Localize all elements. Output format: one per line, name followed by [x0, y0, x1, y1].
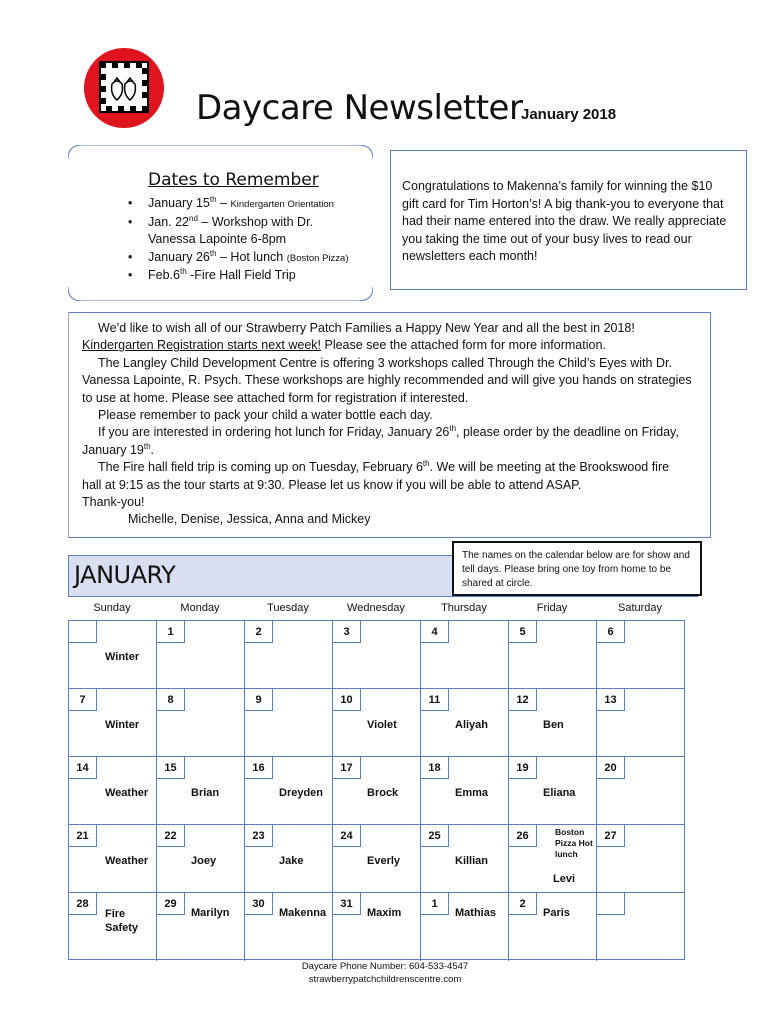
- show-and-tell-name: Fire Safety: [105, 908, 139, 934]
- show-and-tell-name: Makenna: [279, 907, 327, 919]
- show-and-tell-name: Ben: [543, 719, 564, 731]
- congrats-text: Congratulations to Makenna’s family for winning the $10 gift card for Tim Horton’s! A big thank-you to everyone that had their name entered into the draw. We really appreciate you taking the time out of your busy lives to read our newsletters each month!: [402, 179, 727, 263]
- show-and-tell-name: Violet: [367, 719, 397, 731]
- day-number: 2: [509, 893, 537, 915]
- show-and-tell-name: Aliyah: [455, 719, 489, 731]
- day-number: 27: [597, 825, 625, 847]
- calendar-day-cell: [509, 825, 597, 893]
- day-number: 18: [421, 757, 449, 779]
- list-item: • Jan. 22nd – Workshop with Dr. Vanessa Lapointe 6-8pm: [122, 214, 348, 249]
- show-and-tell-name: Jake: [279, 855, 304, 867]
- day-number: [597, 893, 625, 915]
- show-and-tell-name: Marilyn: [191, 907, 230, 919]
- calendar-day-cell: [509, 689, 597, 757]
- calendar-day-cell: [333, 893, 421, 961]
- show-and-tell-name: Dreyden: [279, 787, 324, 799]
- strawberry-logo-icon: [82, 46, 166, 130]
- calendar-day-cell: [509, 621, 597, 689]
- show-and-tell-note: The names on the calendar below are for show and tell days. Please bring one toy from home to be shared at circle.: [452, 541, 702, 596]
- day-number: 6: [597, 621, 625, 643]
- message-line: Thank-you!: [82, 495, 145, 510]
- calendar-day-cell: [597, 825, 685, 893]
- show-and-tell-name: Brock: [367, 787, 399, 799]
- show-and-tell-name: Winter: [105, 719, 140, 731]
- calendar-day-cell: [333, 621, 421, 689]
- show-and-tell-name: Maxim: [367, 907, 402, 919]
- day-number: 19: [509, 757, 537, 779]
- show-and-tell-name: Mathias: [455, 907, 496, 919]
- show-and-tell-name: Paris: [543, 907, 570, 919]
- calendar-day-cell: [69, 893, 157, 961]
- calendar-day-cell: [421, 757, 509, 825]
- show-and-tell-name: Weather: [105, 855, 149, 867]
- show-and-tell-name: Killian: [455, 855, 489, 867]
- day-number: 10: [333, 689, 361, 711]
- day-number: 21: [69, 825, 97, 847]
- day-number: 11: [421, 689, 449, 711]
- footer-website: strawberrypatchchildrenscentre.com: [308, 974, 462, 985]
- dates-list: [122, 195, 349, 285]
- calendar-day-cell: [597, 757, 685, 825]
- calendar-day-cell: [69, 689, 157, 757]
- calendar-day-cell: [597, 689, 685, 757]
- calendar-day-cell: [69, 757, 157, 825]
- calendar-day-cell: [421, 621, 509, 689]
- show-and-tell-name: Brian: [191, 787, 220, 799]
- day-number: 30: [245, 893, 273, 915]
- show-and-tell-name: Winter: [105, 651, 140, 663]
- day-number: 16: [245, 757, 273, 779]
- calendar-day-cell: [69, 621, 157, 689]
- calendar-day-cell: [245, 825, 333, 893]
- day-number: 15: [157, 757, 185, 779]
- calendar-day-cell: [509, 757, 597, 825]
- weekday-label: Friday: [536, 602, 568, 614]
- show-and-tell-name: Boston Pizza Hot lunch: [555, 827, 593, 859]
- day-number: [69, 621, 97, 643]
- calendar-day-cell: [157, 825, 245, 893]
- calendar-day-cell: [245, 621, 333, 689]
- calendar-month: JANUARY: [74, 561, 176, 589]
- day-number: 17: [333, 757, 361, 779]
- show-and-tell-name: Joey: [191, 855, 217, 867]
- list-item: • January 15th – Kindergarten Orientation: [122, 195, 349, 214]
- calendar-day-cell: [157, 689, 245, 757]
- day-number: 1: [157, 621, 185, 643]
- calendar-day-cell: [333, 825, 421, 893]
- day-number: 13: [597, 689, 625, 711]
- day-number: 2: [245, 621, 273, 643]
- show-and-tell-name: Emma: [455, 787, 489, 799]
- message-line: to use at home. Please see attached form for registration if interested.: [82, 390, 469, 405]
- message-signature: Michelle, Denise, Jessica, Anna and Mickey: [128, 512, 371, 527]
- calendar-grid: [68, 620, 685, 960]
- footer-phone: Daycare Phone Number: 604-533-4547: [301, 961, 469, 972]
- message-line: Kindergarten Registration starts next week! Please see the attached form for more information.: [82, 338, 606, 353]
- calendar-day-cell: [157, 757, 245, 825]
- calendar-day-cell: [157, 621, 245, 689]
- calendar-day-cell: [333, 757, 421, 825]
- day-number: 5: [509, 621, 537, 643]
- list-item: • January 26th – Hot lunch (Boston Pizza): [122, 249, 349, 268]
- weekday-label: Tuesday: [267, 602, 309, 614]
- dates-heading: Dates to Remember: [148, 170, 319, 190]
- day-number: 31: [333, 893, 361, 915]
- calendar-day-cell: [421, 689, 509, 757]
- calendar-day-cell: [597, 893, 685, 961]
- day-number: 26: [509, 825, 537, 847]
- day-number: 22: [157, 825, 185, 847]
- weekday-label: Wednesday: [347, 602, 405, 614]
- calendar-day-cell: [245, 893, 333, 961]
- message-box: [68, 312, 711, 538]
- message-line: If you are interested in ordering hot lunch for Friday, January 26th, please order by the deadline on Friday,: [98, 424, 679, 440]
- message-line: The Fire hall field trip is coming up on Tuesday, February 6th. We will be meeting at the Brookswood fire: [98, 459, 670, 475]
- footer: [0, 960, 770, 986]
- show-and-tell-name: Eliana: [543, 787, 576, 799]
- show-and-tell-name: Levi: [553, 873, 576, 885]
- weekday-label: Monday: [180, 602, 220, 614]
- weekday-label: Sunday: [93, 602, 131, 614]
- day-number: 25: [421, 825, 449, 847]
- day-number: 24: [333, 825, 361, 847]
- day-number: 7: [69, 689, 97, 711]
- message-line: January 19th.: [82, 441, 155, 457]
- message-line: We’d like to wish all of our Strawberry Patch Families a Happy New Year and all the best in 2018!: [98, 321, 635, 335]
- calendar-day-cell: [333, 689, 421, 757]
- calendar-day-cell: [597, 621, 685, 689]
- calendar-day-cell: [157, 893, 245, 961]
- calendar-day-cell: [69, 825, 157, 893]
- calendar-day-cell: [509, 893, 597, 961]
- message-line: The Langley Child Development Centre is offering 3 workshops called Through the Child’s Eyes with Dr.: [98, 355, 672, 370]
- newsletter-date: January 2018: [521, 106, 617, 123]
- day-number: 23: [245, 825, 273, 847]
- show-and-tell-name: Everly: [367, 855, 401, 867]
- day-number: 8: [157, 689, 185, 711]
- message-line: Please remember to pack your child a water bottle each day.: [98, 408, 433, 423]
- message-line: hall at 9:15 as the tour starts at 9:30. Please let us know if you will be able to attend ASAP.: [82, 477, 582, 492]
- day-number: 28: [69, 893, 97, 915]
- day-number: 20: [597, 757, 625, 779]
- weekday-label: Thursday: [441, 602, 487, 614]
- message-line: Vanessa Lapointe, R. Psych. These workshops are highly recommended and will give you hands on strategies: [82, 373, 692, 388]
- day-number: 12: [509, 689, 537, 711]
- calendar-day-cell: [245, 757, 333, 825]
- day-number: 14: [69, 757, 97, 779]
- newsletter-title: Daycare Newsletter: [196, 88, 523, 128]
- show-and-tell-name: Weather: [105, 787, 149, 799]
- congrats-box: [390, 150, 747, 290]
- calendar-day-cell: [245, 689, 333, 757]
- calendar-day-cell: [421, 893, 509, 961]
- day-number: 1: [421, 893, 449, 915]
- day-number: 29: [157, 893, 185, 915]
- weekday-label: Saturday: [617, 602, 663, 614]
- day-number: 4: [421, 621, 449, 643]
- day-number: 3: [333, 621, 361, 643]
- calendar-day-cell: [421, 825, 509, 893]
- weekday-row: [68, 599, 684, 619]
- list-item: • Feb.6th -Fire Hall Field Trip: [122, 267, 349, 285]
- day-number: 9: [245, 689, 273, 711]
